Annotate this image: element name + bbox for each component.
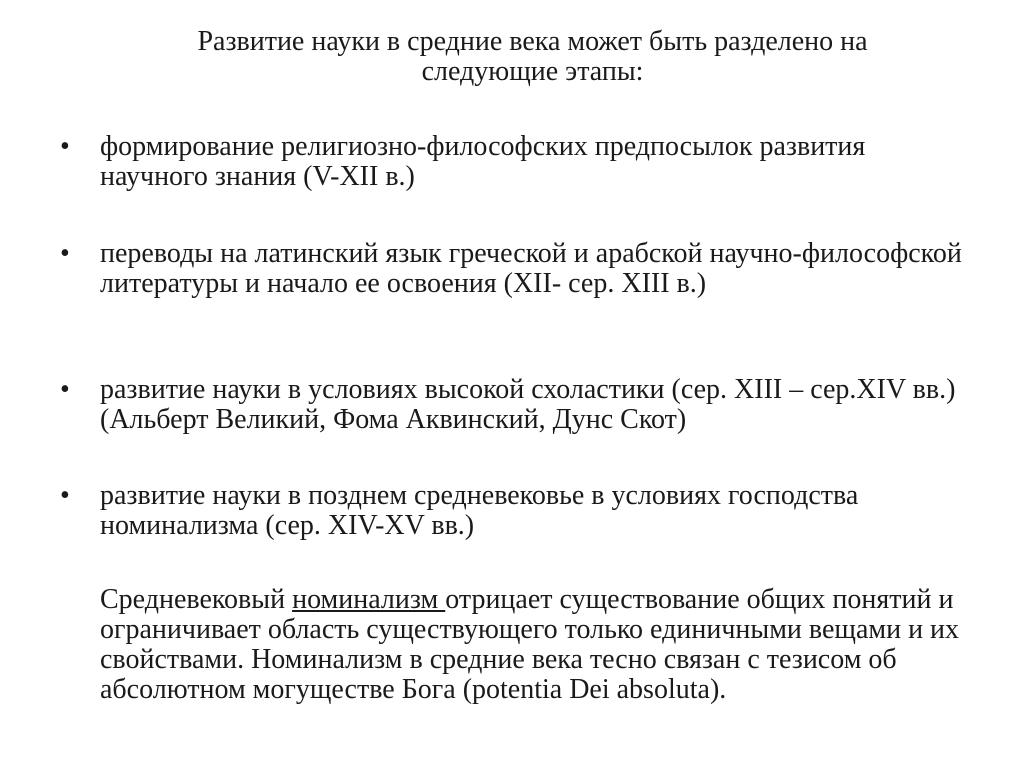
stage-text: формирование религиозно-философских предпосылок развития научного знания (V-XII в.) <box>100 131 866 192</box>
bullet-icon: • <box>60 131 70 162</box>
nominalism-note <box>100 585 960 705</box>
bullet-icon: • <box>60 480 70 511</box>
stage-text: развитие науки в условиях высокой схоластики (сер. XIII – сер.XIV вв.) (Альберт Великий, Фома Аквинский, Дунс Скот) <box>100 374 956 435</box>
note-prefix: Средневековый <box>100 584 293 615</box>
slide-title: Развитие науки в средние века может быть разделено на следующие этапы: <box>197 26 868 87</box>
bullet-icon: • <box>60 238 70 269</box>
bullet-icon: • <box>60 374 70 405</box>
stage-text: переводы на латинский язык греческой и арабской научно-философской литературы и начало ее освоения (XII- сер. XIII в.) <box>100 238 962 299</box>
stage-text: развитие науки в позднем средневековье в условиях господства номинализма (сер. XIV-XV вв.) <box>100 480 859 541</box>
note-body: отрицает существование общих понятий и ограничивает область существующего только единичными вещами и их свойствами. Номинализм в средние века тесно связан с тезисом об абсолютном могуществе Бога (potentia Dei absoluta). <box>100 584 960 705</box>
nominalism-term: номинализм <box>292 584 446 615</box>
